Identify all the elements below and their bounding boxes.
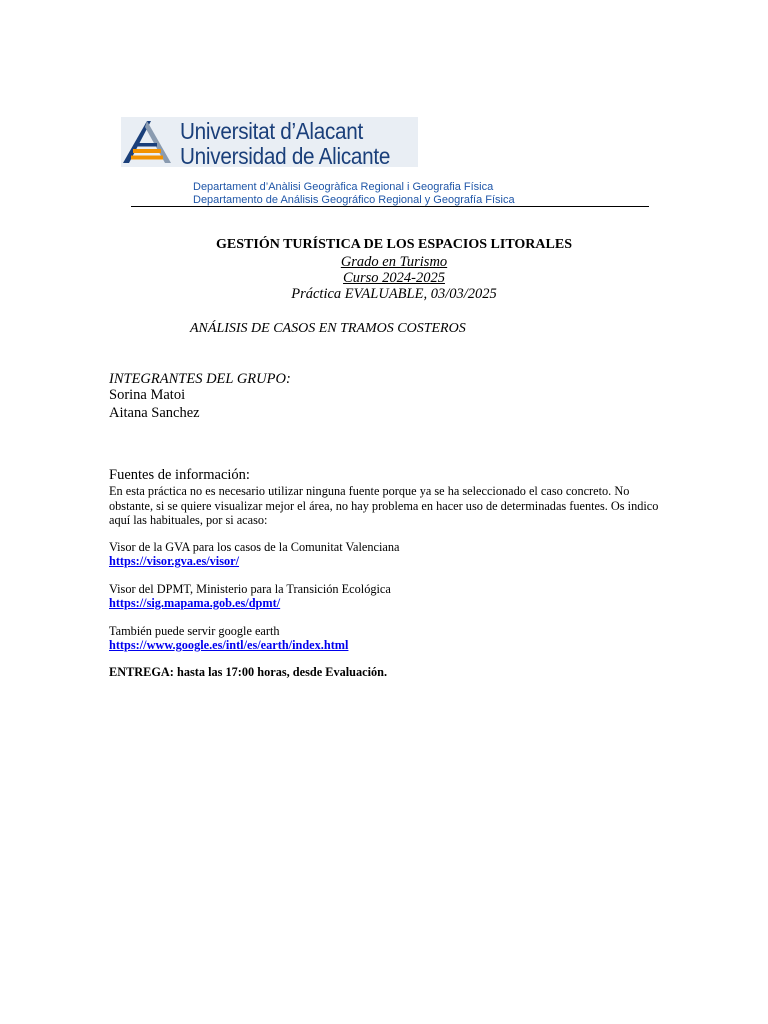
delivery-notice: ENTREGA: hasta las 17:00 horas, desde Evaluación. [109,665,388,679]
degree-name: Grado en Turismo [340,254,448,270]
practice-subject: ANÁLISIS DE CASOS EN TRAMOS COSTEROS [190,321,466,336]
source-link-dpmt[interactable]: https://sig.mapama.gob.es/dpmt/ [109,596,281,610]
sources-intro-paragraph: En esta práctica no es necesario utilizar ninguna fuente porque ya se ha seleccionado el caso concreto. No obstante, si se quiere visualizar mejor el área, no hay problema en hacer uso de determinadas fuentes. Os indico aquí las habituales, por si acaso: [109,484,659,527]
source-label-dpmt: Visor del DPMT, Ministerio para la Transición Ecológica [109,582,391,596]
department-name-spanish: Departamento de Análisis Geográfico Regional y Geografía Física [193,194,515,206]
course-year: Curso 2024-2025 [343,270,445,286]
group-member: Aitana Sanchez [109,405,200,421]
university-name-catalan: Universitat d’Alacant [180,118,364,144]
sources-heading: Fuentes de información: [109,467,250,483]
university-name-spanish: Universidad de Alicante [180,143,391,169]
practice-info: Práctica EVALUABLE, 03/03/2025 [291,286,497,302]
group-member: Sorina Matoi [109,387,186,403]
source-label-google-earth: También puede servir google earth [109,624,280,638]
source-link-gva[interactable]: https://visor.gva.es/visor/ [109,554,240,568]
university-logo-icon [121,117,173,167]
group-members-heading: INTEGRANTES DEL GRUPO: [109,371,291,387]
department-name-catalan: Departament d’Anàlisi Geogràfica Regional i Geografia Física [193,181,494,193]
source-link-google-earth[interactable]: https://www.google.es/intl/es/earth/index.html [109,638,349,652]
header-divider [131,206,649,207]
document-title: GESTIÓN TURÍSTICA DE LOS ESPACIOS LITORALES [216,237,572,252]
source-label-gva: Visor de la GVA para los casos de la Comunitat Valenciana [109,540,400,554]
